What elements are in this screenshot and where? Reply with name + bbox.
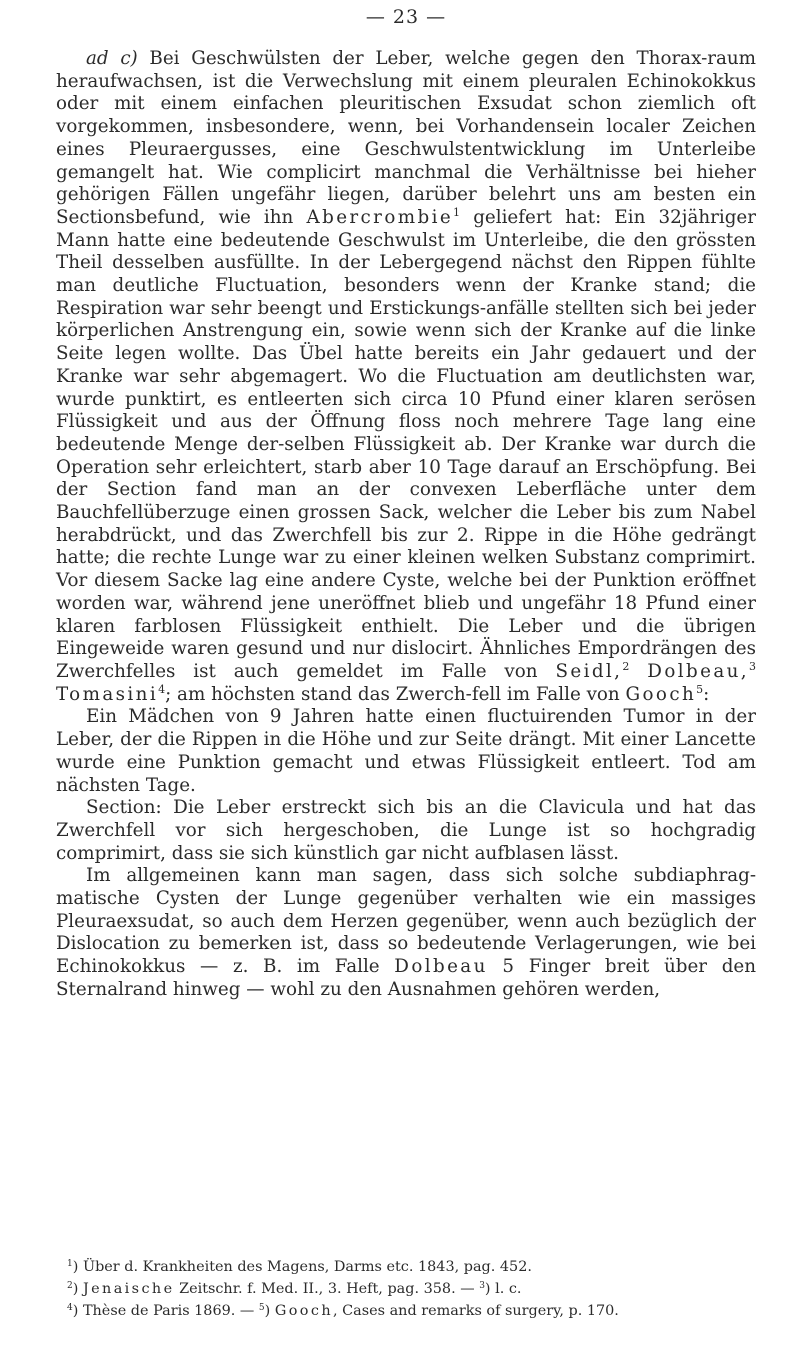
page-number: — 23 —: [365, 6, 447, 28]
author-name: Gooch: [625, 683, 697, 705]
section-label: ad c): [86, 48, 138, 69]
footnote-1: $^1$) Über d. Krankheiten des Magens, Darms etc. 1843, pag. 452.: [67, 1259, 532, 1275]
body-text: [56, 48, 756, 1002]
author-name: Abercrombie: [306, 206, 454, 228]
author-name: Dolbeau: [394, 956, 488, 978]
author-name: Dolbeau,: [647, 660, 750, 682]
paragraph-3: Section: Die Leber erstreckt sich bis an die Clavicula und hat das Zwerchfell vor sich hergeschoben, die Lunge ist so hochgradig comprimirt, dass sie sich künstlich gar nicht aufblasen lässt.: [56, 797, 756, 864]
footnote-2: $^2$) Jenaische Zeitschr. f. Med. II., 3. Heft, pag. 358. — $^3$) l. c.: [67, 1281, 522, 1297]
footnote-mark: 1: [67, 1259, 73, 1269]
footnote-ref: 5: [696, 682, 704, 696]
footnote-ref: 2: [622, 659, 630, 673]
journal-name: Jenaische: [82, 1281, 175, 1297]
footnote-mark: 3: [479, 1281, 485, 1291]
footnote-mark: 4: [67, 1303, 73, 1313]
footnote-ref: 4: [158, 682, 166, 696]
footnote-mark: 2: [67, 1281, 73, 1291]
author-name: Seidl,: [555, 660, 623, 682]
author-name: Gooch: [274, 1303, 333, 1319]
paragraph-1: ad c) Bei Geschwülsten der Leber, welche gegen den Thorax-raum heraufwachsen, ist die Verwechslung mit einem pleuralen Echinokokkus oder mit einem einfachen pleuritischen Exsudat schon ziemlich oft vorgekommen, insbesondere, wenn, bei Vorhandensein localer Zeichen eines Pleuraergusses, eine Geschwulstentwicklung im Unterleibe gemangelt hat. Wie complicirt manchmal die Verhältnisse bei hieher gehörigen Fällen ungefähr liegen, darüber belehrt uns am besten ein Sectionsbefund, wie ihn Abercrombie$^1$ geliefert hat: Ein 32jähriger Mann hatte eine bedeutende Geschwulst im Unterleibe, die den grössten Theil desselben ausfüllte. In der Lebergegend nächst den Rippen fühlte man deutliche Fluctuation, besonders wenn der Kranke stand; die Respiration war sehr beengt und Erstickungs-anfälle stellten sich bei jeder körperlichen Anstrengung ein, sowie wenn sich der Kranke auf die linke Seite legen wollte. Das Übel hatte bereits ein Jahr gedauert und der Kranke war sehr abgemagert. Wo die Fluctuation am deutlichsten war, wurde punktirt, es entleerten sich circa 10 Pfund einer klaren serösen Flüssigkeit und aus der Öffnung floss noch mehrere Tage lang eine bedeutende Menge der-selben Flüssigkeit ab. Der Kranke war durch die Operation sehr erleichtert, starb aber 10 Tage darauf an Erschöpfung. Bei der Section fand man an der convexen Leberfläche unter dem Bauchfellüberzuge einen grossen Sack, welcher die Leber bis zum Nabel herabdrückt, und das Zwerchfell bis zur 2. Rippe in die Höhe gedrängt hatte; die rechte Lunge war zu einer kleinen welken Substanz comprimirt. Vor diesem Sacke lag eine andere Cyste, welche bei der Punktion eröffnet worden war, während jene uneröffnet blieb und ungefähr 18 Pfund einer klaren farblosen Flüssigkeit enthielt. Die Leber und die übrigen Eingeweide waren gesund und nur dislocirt. Ähnliches Empordrängen des Zwerchfelles ist auch gemeldet im Falle von Seidl,$^2$ Dolbeau,$^3$ Tomasini$^4$; am höchsten stand das Zwerch-fell im Falle von Gooch$^5$:: [56, 48, 757, 705]
paragraph-2: Ein Mädchen von 9 Jahren hatte einen fluctuirenden Tumor in der Leber, der die Rippen in die Höhe und zur Seite drängt. Mit einer Lancette wurde eine Punktion gemacht und etwas Flüssigkeit entleert. Tod am nächsten Tage.: [56, 706, 756, 796]
document-page: [56, 0, 756, 1358]
author-name: Tomasini: [56, 683, 159, 705]
footnote-3: $^4$) Thèse de Paris 1869. — $^5$) Gooch, Cases and remarks of surgery, p. 170.: [67, 1303, 619, 1319]
footnote-mark: 5: [258, 1303, 265, 1313]
footnote-ref: 1: [453, 205, 461, 219]
paragraph-4: Im allgemeinen kann man sagen, dass sich solche subdiaphrag-matische Cysten der Lunge gegenüber verhalten wie ein massiges Pleuraexsudat, so auch dem Herzen gegenüber, wenn auch bezüglich der Dislocation zu bemerken ist, dass so bedeutende Verlagerungen, wie bei Echinokokkus — z. B. im Falle Dolbeau 5 Finger breit über den Sternalrand hinweg — wohl zu den Ausnahmen gehören werden,: [56, 865, 756, 1000]
footnotes: [56, 1256, 756, 1322]
footnote-ref: 3: [749, 659, 757, 673]
